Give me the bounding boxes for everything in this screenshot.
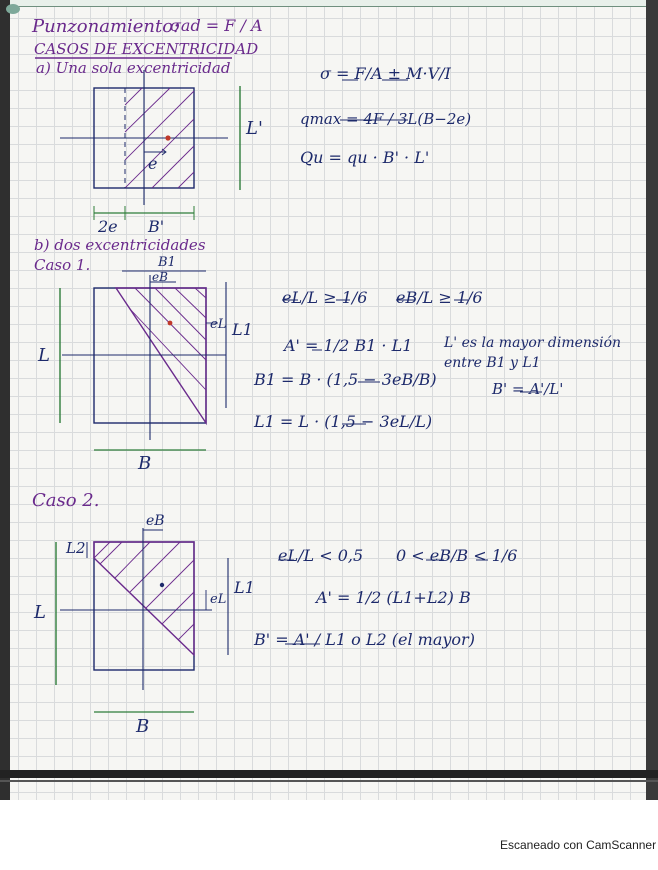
equation-B1: B1 = B · (1,5 − 3eB/B) <box>254 370 437 389</box>
dimension-label-2e: 2e <box>98 217 118 236</box>
equation-area-case1: A' = 1/2 B1 · L1 <box>284 336 413 355</box>
case-1-footing-diagram <box>60 271 226 450</box>
scan-bottom-border-thin <box>0 780 658 782</box>
dimension-label-B-case2: B <box>136 716 150 737</box>
condition-eL-case2: eL/L < 0,5 <box>278 546 364 565</box>
equation-area-case2: A' = 1/2 (L1+L2) B <box>316 588 471 607</box>
condition-eB: eB/L ≥ 1/6 <box>396 288 483 307</box>
equation-Qu: Qu = qu · B' · L' <box>300 148 430 167</box>
equation-qmax: qmax = 4F / 3L(B−2e) <box>300 110 472 128</box>
case-a-footing-diagram <box>60 70 240 220</box>
eccentricity-label-eB-case2: eB <box>146 513 165 529</box>
dimension-label-L2: L2 <box>66 539 86 557</box>
allowable-stress-formula: σad = F / A <box>170 16 263 35</box>
caso-1-label: Caso 1. <box>34 256 91 274</box>
note-line-2: entre B1 y L1 <box>444 355 541 371</box>
dimension-label-L: L <box>38 345 50 366</box>
dimension-label-L1: L1 <box>232 320 253 339</box>
equation-Bprime-case1: B' = A'/L' <box>492 380 564 398</box>
equation-Bprime-case2: B' = A' / L1 o L2 (el mayor) <box>254 630 475 649</box>
condition-eB-case2: 0 < eB/B < 1/6 <box>396 546 518 565</box>
caso-2-label: Caso 2. <box>32 490 100 511</box>
dimension-label-L-case2: L <box>34 602 46 623</box>
dimension-label-Lprime: L' <box>246 118 263 139</box>
dimension-label-L1-case2: L1 <box>234 578 255 597</box>
equation-L1: L1 = L · (1,5 − 3eL/L) <box>254 412 433 431</box>
note-line-1: L' es la mayor dimensión <box>444 335 622 351</box>
dimension-label-Bprime: B' <box>148 217 165 236</box>
dimension-label-B1: B1 <box>158 255 176 270</box>
dimension-label-B: B <box>138 453 152 474</box>
section-title: CASOS DE EXCENTRICIDAD <box>34 40 259 58</box>
eccentricity-label-eB: eB <box>152 270 168 284</box>
topic-heading: Punzonamiento: <box>32 16 180 37</box>
eccentricity-label-eL: eL <box>210 317 227 332</box>
case-a-title: a) Una sola excentricidad <box>36 59 231 77</box>
equation-sigma: σ = F/A ± M·V/I <box>320 64 451 83</box>
condition-eL: eL/L ≥ 1/6 <box>282 288 368 307</box>
scanner-watermark: Escaneado con CamScanner <box>500 838 657 852</box>
eccentricity-label-eL-case2: eL <box>210 592 227 607</box>
case-b-title: b) dos excentricidades <box>34 236 206 254</box>
scan-bottom-border <box>0 770 658 778</box>
eccentricity-label-e: e <box>148 154 158 173</box>
